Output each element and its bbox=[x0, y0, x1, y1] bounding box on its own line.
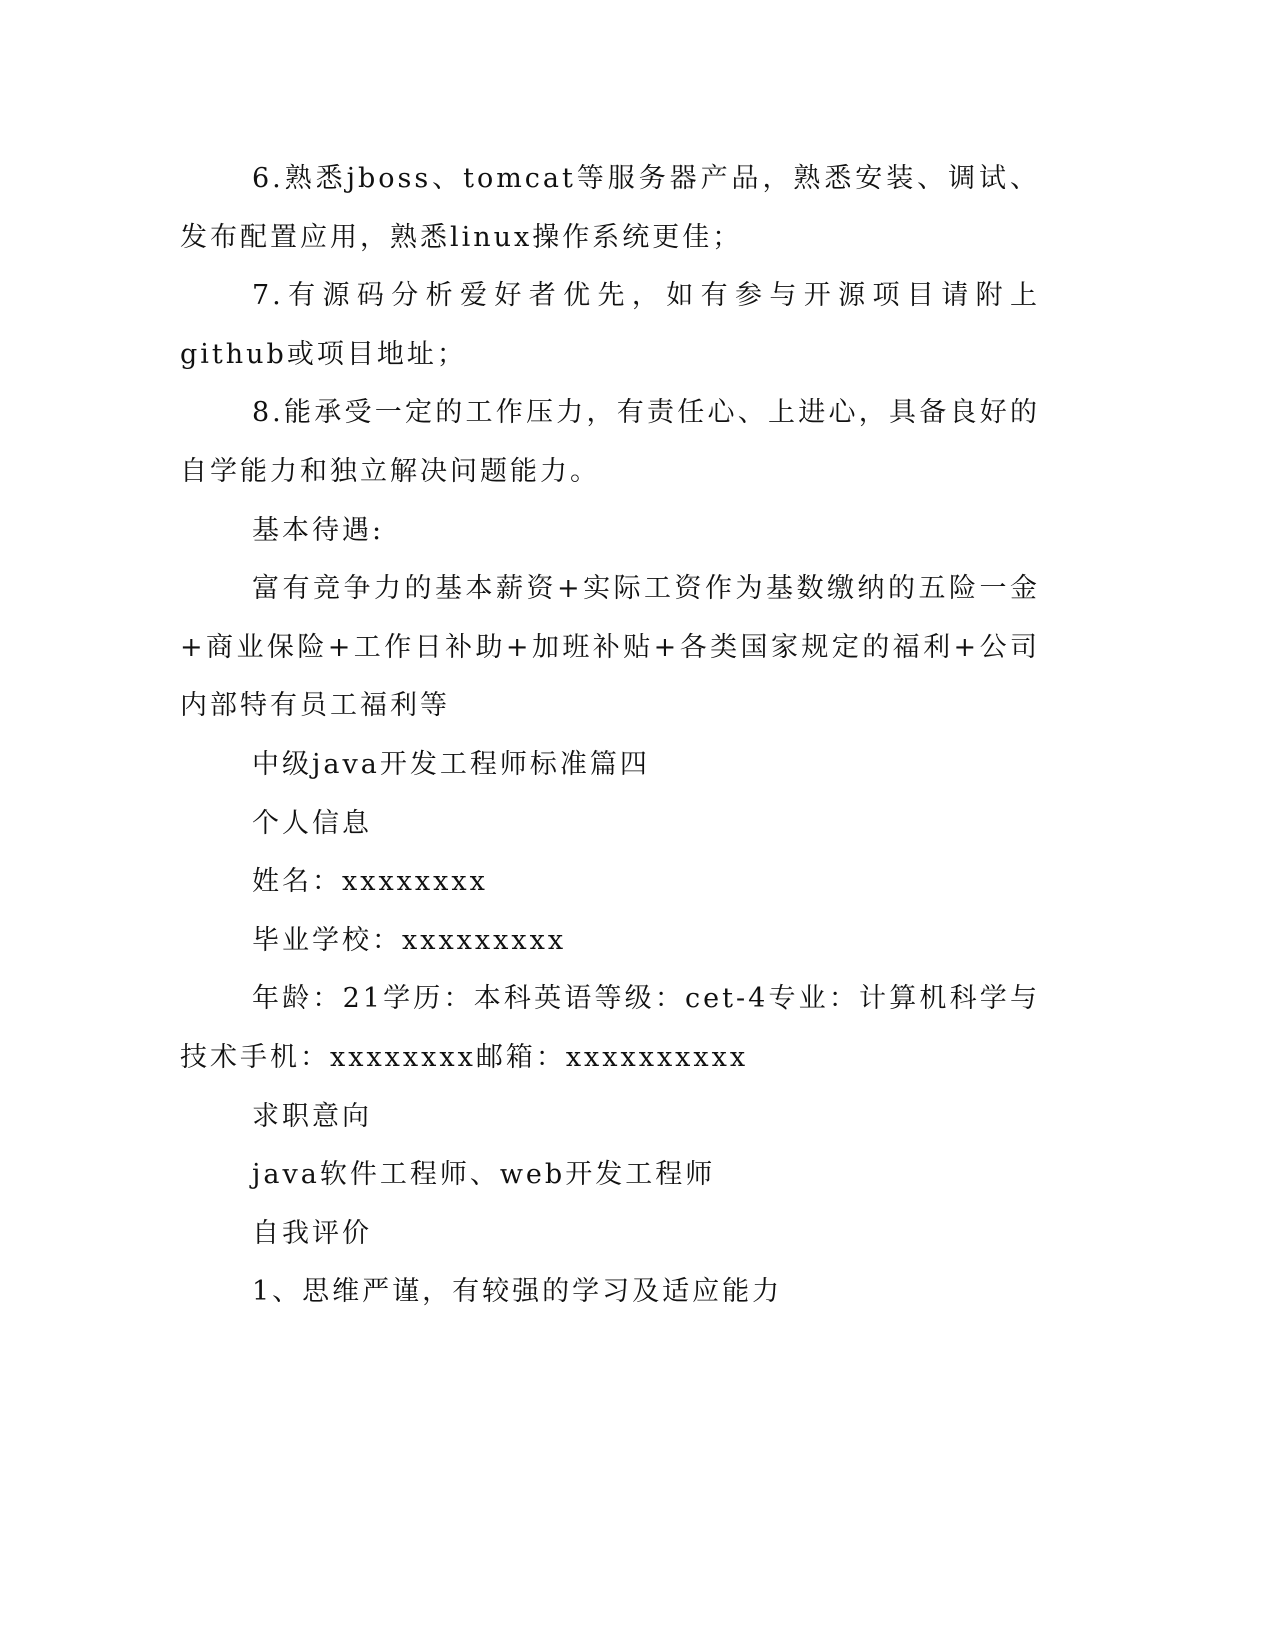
document-title-part-four: 中级java开发工程师标准篇四 bbox=[252, 748, 650, 780]
field-name: 姓名：xxxxxxxx bbox=[252, 866, 488, 898]
paragraph-self-evaluation-1: 1、思维严谨，有较强的学习及适应能力 bbox=[252, 1276, 783, 1308]
section-heading-job-intent: 求职意向 bbox=[252, 1100, 372, 1132]
field-school: 毕业学校：xxxxxxxxx bbox=[252, 924, 567, 956]
paragraph-requirement-8: 8.能承受一定的工作压力，有责任心、上进心，具备良好的自学能力和独立解决问题能力。 bbox=[180, 397, 1040, 487]
paragraph-benefits: 富有竞争力的基本薪资+实际工资作为基数缴纳的五险一金+商业保险+工作日补助+加班补贴+各类国家规定的福利+公司内部特有员工福利等 bbox=[180, 573, 1040, 722]
paragraph-requirement-6: 6.熟悉jboss、tomcat等服务器产品，熟悉安装、调试、发布配置应用，熟悉linux操作系统更佳； bbox=[180, 163, 1040, 253]
section-heading-self-evaluation: 自我评价 bbox=[252, 1217, 372, 1249]
paragraph-requirement-7: 7.有源码分析爱好者优先，如有参与开源项目请附上github或项目地址； bbox=[180, 280, 1040, 370]
field-details: 年龄：21学历：本科英语等级：cet-4专业：计算机科学与技术手机：xxxxxxxx邮箱：xxxxxxxxxx bbox=[180, 983, 1040, 1073]
paragraph-job-intent: java软件工程师、web开发工程师 bbox=[252, 1159, 716, 1191]
document-body bbox=[180, 150, 1040, 1322]
section-heading-personal-info: 个人信息 bbox=[252, 807, 372, 839]
section-heading-benefits: 基本待遇: bbox=[252, 514, 385, 546]
